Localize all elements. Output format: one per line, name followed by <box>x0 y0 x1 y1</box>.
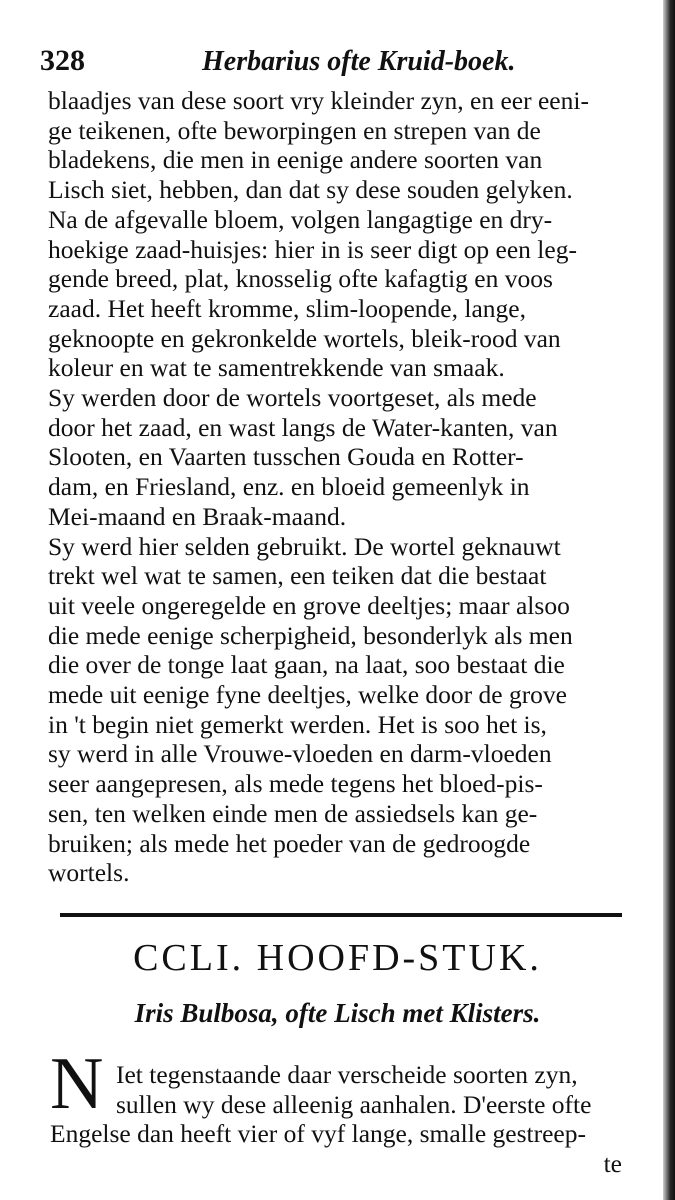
text-line: Mei-maand en Braak-maand. <box>48 501 347 531</box>
text-line: wortels. <box>48 858 130 888</box>
text-line: geknoopte en gekronkelde wortels, bleik-rood van <box>48 323 561 353</box>
text-line: blaadjes van dese soort vry kleinder zyn, en eer eeni- <box>48 86 589 115</box>
text-line: gende breed, plat, knosselig ofte kafagtig en voos <box>48 264 553 294</box>
page-header <box>40 40 630 86</box>
text-line: seer aangepresen, als mede tegens het bloed-pis- <box>48 769 543 799</box>
text-line: Slooten, en Vaarten tusschen Gouda en Rotter- <box>48 442 524 472</box>
text-line: Iet tegenstaande daar verscheide soorten zyn, <box>116 1060 578 1089</box>
text-line: Na de afgevalle bloem, volgen langagtige en dry- <box>48 204 553 234</box>
text-line: die over de tonge laat gaan, na laat, soo bestaat die <box>48 650 565 680</box>
text-line: sullen wy dese alleenig aanhalen. D'eerste ofte <box>116 1089 592 1119</box>
text-line: Lisch siet, hebben, dan dat sy dese souden gelyken. <box>48 175 573 205</box>
catchword: te <box>603 1149 622 1179</box>
text-line: trekt wel wat te samen, een teiken dat die bestaat <box>48 561 547 591</box>
text-line: ge teikenen, ofte beworpingen en strepen van de <box>48 115 541 145</box>
text-line: mede uit eenige fyne deeltjes, welke door de grove <box>48 680 568 710</box>
text-line: sy werd in alle Vrouwe-vloeden en darm-vloeden <box>48 739 552 769</box>
body-text <box>48 86 640 888</box>
drop-cap: N <box>50 1043 104 1125</box>
text-line: bladekens, die men in eenige andere soorten van <box>48 145 543 175</box>
text-line: uit veele ongeregelde en grove deeltjes; maar alsoo <box>48 590 570 620</box>
text-line: koleur en wat te samentrekkende van smaak. <box>48 353 505 383</box>
text-line: bruiken; als mede het poeder van de gedroogde <box>48 828 531 858</box>
text-line: in 't begin niet gemerkt werden. Het is soo het is, <box>48 709 547 739</box>
text-line: door het zaad, en wast langs de Water-kanten, van <box>48 412 558 442</box>
text-line: Sy werd hier selden gebruikt. De wortel geknauwt <box>48 531 561 561</box>
running-title: Herbarius ofte Kruid-boek. <box>202 46 516 77</box>
text-line: dam, en Friesland, enz. en bloeid gemeenlyk in <box>48 472 530 502</box>
chapter-subtitle: Iris Bulbosa, ofte Lisch met Klisters. <box>134 998 541 1028</box>
text-line: die mede eenige scherpigheid, besonderlyk als men <box>48 620 573 650</box>
chapter-divider <box>60 913 622 917</box>
text-line: Sy werden door de wortels voortgeset, als mede <box>48 383 537 413</box>
text-line: hoekige zaad-huisjes: hier in is seer digt op een leg- <box>48 234 577 264</box>
chapter-title: CCLI. HOOFD-STUK. <box>133 937 542 979</box>
text-line: sen, ten welken einde men de assiedsels kan ge- <box>48 798 538 828</box>
text-line: zaad. Het heeft kromme, slim-loopende, lange, <box>48 293 526 323</box>
chapter-text <box>50 1060 642 1179</box>
text-line: Engelse dan heeft vier of vyf lange, smalle gestreep- <box>50 1119 586 1149</box>
page-number: 328 <box>40 44 85 77</box>
